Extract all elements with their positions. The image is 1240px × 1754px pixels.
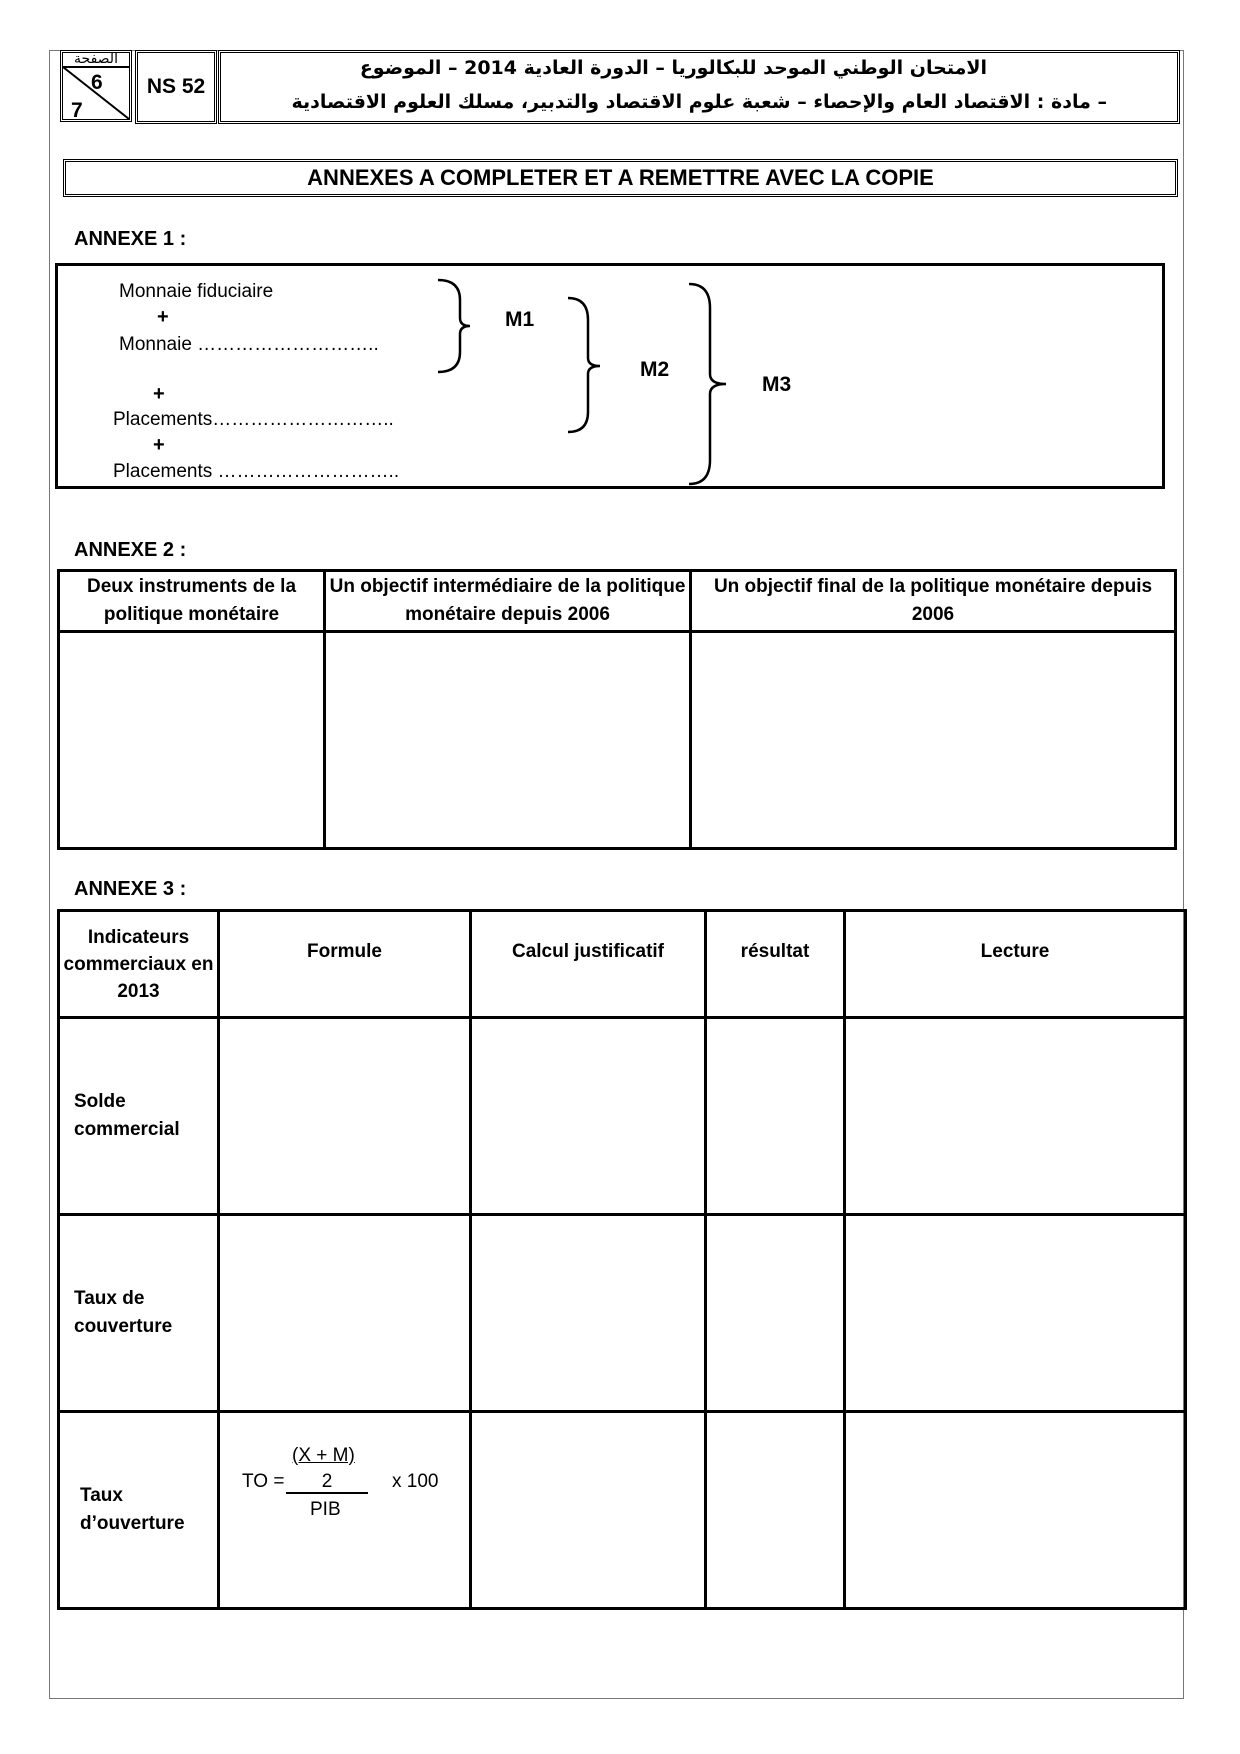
ouverture-formule-cell (219, 1412, 471, 1609)
couverture-calcul-cell[interactable] (471, 1215, 706, 1412)
annexe1-plus1: + (157, 306, 169, 328)
formula-divisor: 2 (286, 1471, 368, 1494)
annexe3-title: ANNEXE 3 : (74, 878, 187, 900)
solde-formule-cell[interactable] (219, 1018, 471, 1215)
annexe2-col3-header: Un objectif final de la politique monétaire depuis 2006 (691, 571, 1176, 632)
formula-multiplier: x 100 (392, 1470, 439, 1492)
annexe2-answer-cell-3[interactable] (691, 632, 1176, 849)
row-label-solde: Solde commercial (59, 1018, 219, 1215)
annexe1-braces (0, 0, 1240, 520)
ouverture-resultat-cell[interactable] (706, 1412, 845, 1609)
page-current: 6 (91, 71, 103, 94)
annexe1-plus3: + (153, 434, 165, 456)
solde-calcul-cell[interactable] (471, 1018, 706, 1215)
annexe2-col2-header: Un objectif intermédiaire de la politique monétaire depuis 2006 (325, 571, 691, 632)
row-label-couverture: Taux de couverture (59, 1215, 219, 1412)
annexe2-answer-cell-1[interactable] (59, 632, 325, 849)
annexe3-col1-header: Indicateurs commerciaux en 2013 (59, 911, 219, 1018)
annexe1-line4[interactable]: Placements ……………………….. (113, 461, 400, 482)
ouverture-calcul-cell[interactable] (471, 1412, 706, 1609)
annexe2-table (57, 569, 1177, 850)
annexes-banner: ANNEXES A COMPLETER ET A REMETTRE AVEC LA COPIE (63, 159, 1178, 197)
annexe1-line2[interactable]: Monnaie ……………………….. (119, 334, 379, 355)
couverture-resultat-cell[interactable] (706, 1215, 845, 1412)
formula-denominator: PIB (310, 1498, 341, 1520)
ouverture-lecture-cell[interactable] (845, 1412, 1186, 1609)
annexe1-title: ANNEXE 1 : (74, 228, 187, 250)
m3-label: M3 (762, 373, 792, 396)
to-formula (220, 1415, 469, 1606)
m2-label: M2 (640, 358, 670, 381)
page-label: الصفحة (74, 51, 118, 67)
formula-lhs: TO = (242, 1470, 285, 1492)
row-label-ouverture: Taux d’ouverture (59, 1412, 219, 1609)
m1-label: M1 (505, 308, 535, 331)
annexe2-title: ANNEXE 2 : (74, 539, 187, 561)
page-total: 7 (71, 99, 83, 122)
exam-title-line1: الامتحان الوطني الموحد للبكالوريا – الدورة العادية 2014 – الموضوع (359, 57, 987, 79)
couverture-formule-cell[interactable] (219, 1215, 471, 1412)
annexe3-col4-header: résultat (706, 911, 845, 1018)
annexe3-table (57, 909, 1187, 1610)
annexe2-col1-header: Deux instruments de la politique monétaire (59, 571, 325, 632)
annexe1-plus2: + (153, 383, 165, 405)
solde-lecture-cell[interactable] (845, 1018, 1186, 1215)
annexe2-answer-cell-2[interactable] (325, 632, 691, 849)
annexe3-col3-header: Calcul justificatif (471, 911, 706, 1018)
annexe1-line3[interactable]: Placements……………………….. (113, 409, 394, 430)
formula-numerator: (X + M) (292, 1444, 355, 1466)
annexe3-col2-header: Formule (219, 911, 471, 1018)
couverture-lecture-cell[interactable] (845, 1215, 1186, 1412)
exam-code: NS 52 (135, 50, 217, 124)
exam-title-line2: – مادة : الاقتصاد العام والإحصاء – شعبة علوم الاقتصاد والتدبير، مسلك العلوم الاقتصادية (291, 91, 1107, 113)
annexe3-col5-header: Lecture (845, 911, 1186, 1018)
annexe1-line1: Monnaie fiduciaire (119, 281, 274, 302)
solde-resultat-cell[interactable] (706, 1018, 845, 1215)
